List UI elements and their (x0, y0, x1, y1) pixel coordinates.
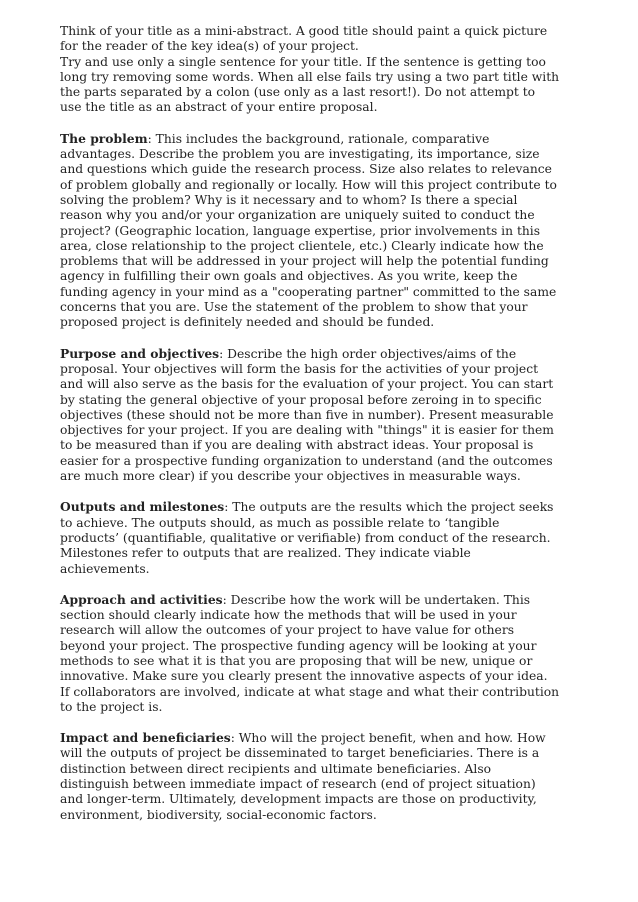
section-body: : This includes the background, rationale, comparative advantages. Describe the problem you are investigating, its importance, size and questions which guide the research process. Size also relates to relevance of problem globally and regionally or locally. How will this project contribute to solving the problem? Why is it necessary and to whom? Is there a special reason why you and/or your organization are uniquely suited to conduct the project? (Geographic location, language expertise, prior involvements in this area, close relationship to the project clientele, etc.) Clearly indicate how the problems that will be addressed in your project will help the potential funding agency in fulfilling their own goals and objectives. As you write, keep the funding agency in your mind as a "cooperating partner" committed to the same concerns that you are. Use the statement of the problem to show that your proposed project is definitely needed and should be funded. (60, 131, 557, 330)
section-paragraph (60, 131, 560, 331)
section-heading: Approach and activities (60, 591, 223, 607)
intro-paragraph-2: Try and use only a single sentence for your title. If the sentence is getting too long try removing some words. When all else fails try using a two part title with the parts separated by a colon (use only as a last resort!). Do not attempt to use the title as an abstract of your entire proposal. (60, 54, 560, 115)
section-heading: Impact and beneficiaries (60, 730, 231, 746)
section-paragraph (60, 346, 560, 485)
section-heading: The problem (60, 130, 148, 146)
section-impact-beneficiaries (60, 730, 560, 823)
section-body: : Who will the project benefit, when and how. How will the outputs of project be disseminated to target beneficiaries. There is a distinction between direct recipients and ultimate beneficiaries. Also distinguish between immediate impact of research (end of project situation) and longer-term. Ultimately, development impacts are those on productivity, environment, biodiversity, social-economic factors. (60, 731, 546, 822)
document-page (60, 24, 560, 823)
section-body: : Describe how the work will be undertaken. This section should clearly indicate how the methods that will be used in your research will allow the outcomes of your project to have value for others beyond your project. The prospective funding agency will be looking at your methods to see what it is that you are proposing that will be new, unique or innovative. Make sure you clearly present the innovative aspects of your idea. If collaborators are involved, indicate at what stage and what their contribution to the project is. (60, 592, 560, 714)
section-outputs-milestones (60, 499, 560, 576)
section-body: : The outputs are the results which the project seeks to achieve. The outputs should, as much as possible relate to ‘tangible products’ (quantifiable, qualitative or verifiable) from conduct of the research. Milestones refer to outputs that are realized. They indicate viable achievements. (60, 500, 554, 576)
section-heading: Outputs and milestones (60, 499, 225, 515)
section-paragraph (60, 730, 560, 823)
section-problem (60, 131, 560, 331)
section-purpose-objectives (60, 346, 560, 485)
section-paragraph (60, 499, 560, 576)
intro-paragraph-1: Think of your title as a mini-abstract. A good title should paint a quick picture for the reader of the key idea(s) of your project. (60, 24, 548, 54)
section-body: : Describe the high order objectives/aims of the proposal. Your objectives will form the basis for the activities of your project and will also serve as the basis for the evaluation of your project. You can start by stating the general objective of your proposal before zeroing in to specific objectives (these should not be more than five in number). Present measurable objectives for your project. If you are dealing with "things" it is easier for them to be measured than if you are dealing with abstract ideas. Your proposal is easier for a prospective funding organization to understand (and the outcomes are much more clear) if you describe your objectives in measurable ways. (60, 346, 554, 484)
section-heading: Purpose and objectives (60, 345, 220, 361)
section-approach-activities (60, 592, 560, 715)
section-paragraph (60, 592, 560, 715)
title-guidance (60, 24, 560, 116)
